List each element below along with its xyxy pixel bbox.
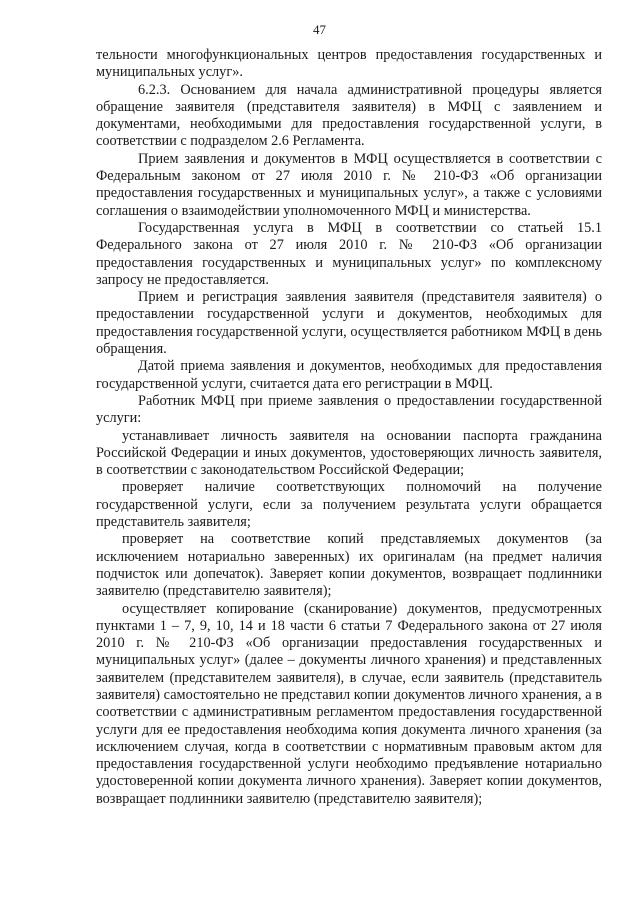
list-item-scanning: осуществляет копирование (сканирование) документов, предусмотренных пунктами 1 – 7, 9, 10, 14 и 18 части 6 статьи 7 Федерального закона от 27 июля 2010 г. № 210-ФЗ «Об организации предоставления государственных и муниципальных услуг» (далее – документы личного хранения) и представленных заявителем (представителем заявителя), в случае, если заявитель (представитель заявителя) самостоятельно не представил копии документов личного хранения, а в соответствии с административным регламентом предоставления государственной услуги для ее предоставления необходима копия документа личного хранения (за исключением случая, когда в соответствии с нормативным правовым актом для предоставления государственной услуги необходимо предъявление нотариально удостоверенной копии документа личного хранения). Заверяет копии документов, возвращает подлинники заявителю (представителю заявителя); xyxy=(96,600,602,807)
paragraph-reception: Прием заявления и документов в МФЦ осуществляется в соответствии с Федеральным законом от 27 июля 2010 г. № 210-ФЗ «Об организации предоставления государственных и муниципальных услуг», а также с условиями соглашения о взаимодействии уполномоченного МФЦ и министерства. xyxy=(96,150,602,219)
paragraph-continuation: тельности многофункциональных центров предоставления государственных и муниципальных услуг». xyxy=(96,47,602,81)
paragraph-worker-duties: Работник МФЦ при приеме заявления о предоставлении государственной услуги: xyxy=(96,392,602,427)
paragraph-registration: Прием и регистрация заявления заявителя (представителя заявителя) о предоставлении государственной услуги и документов, необходимых для предоставления государственной услуги, осуществляется работником МФЦ в день обращения. xyxy=(96,289,602,358)
list-item-identity: устанавливает личность заявителя на основании паспорта гражданина Российской Федерации и иных документов, удостоверяющих личность заявителя, в соответствии с законодательством Российской Федерации; xyxy=(96,427,602,479)
page-number: 47 xyxy=(313,22,326,37)
list-item-copy-check: проверяет на соответствие копий представляемых документов (за исключением нотариально заверенных) их оригиналам (на предмет наличия подчисток или допечаток). Заверяет копии документов, возвращает подлинники заявителю (представителю заявителя); xyxy=(96,531,602,600)
list-item-authority: проверяет наличие соответствующих полномочий на получение государственной услуги, если за получением результата услуги обращается представитель заявителя; xyxy=(96,479,602,531)
paragraph-complex-request: Государственная услуга в МФЦ в соответствии со статьей 15.1 Федерального закона от 27 июля 2010 г. № 210-ФЗ «Об организации предоставления государственных и муниципальных услуг» по комплексному запросу не предоставляется. xyxy=(96,219,602,288)
paragraph-acceptance-date: Датой приема заявления и документов, необходимых для предоставления государственной услуги, считается дата его регистрации в МФЦ. xyxy=(96,358,602,392)
paragraph-6-2-3: 6.2.3. Основанием для начала административной процедуры является обращение заявителя (представителя заявителя) в МФЦ с заявлением и документами, необходимыми для предоставления государственной услуги, в соответствии с подразделом 2.6 Регламента. xyxy=(96,81,602,150)
body-text xyxy=(96,47,602,808)
